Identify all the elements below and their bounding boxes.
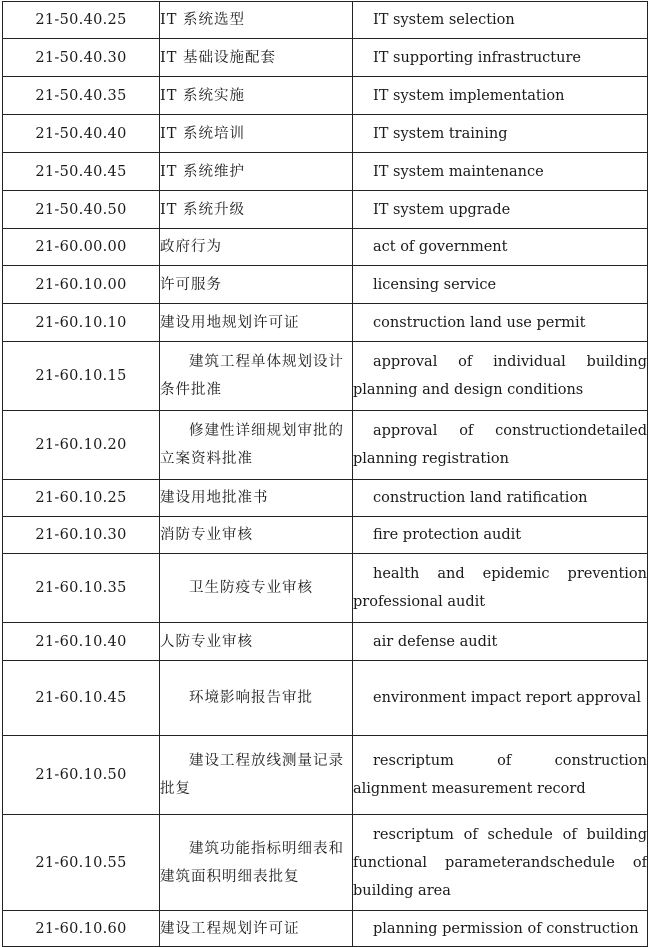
english-term-cell — [353, 342, 648, 411]
chinese-term-cell — [160, 342, 353, 411]
table-row — [3, 554, 648, 623]
table-row — [3, 191, 648, 229]
code-cell: 21-60.10.25 — [3, 480, 160, 517]
code-cell: 21-60.00.00 — [3, 229, 160, 266]
english-term-text: approval of individual building planning and design conditions — [353, 354, 647, 398]
chinese-term-cell: 消防专业审核 — [160, 517, 353, 554]
table-row — [3, 623, 648, 661]
code-cell: 21-50.40.35 — [3, 77, 160, 115]
english-term-cell — [353, 77, 648, 115]
english-term-cell — [353, 229, 648, 266]
code-cell: 21-60.10.00 — [3, 266, 160, 304]
english-term-text: IT system maintenance — [373, 163, 544, 180]
english-term-cell — [353, 2, 648, 39]
chinese-term-cell: IT 系统实施 — [160, 77, 353, 115]
table-row — [3, 77, 648, 115]
table-row — [3, 153, 648, 191]
code-cell: 21-60.10.20 — [3, 411, 160, 480]
english-term-text: health and epidemic prevention professional audit — [353, 566, 647, 610]
table-row — [3, 2, 648, 39]
english-term-text: IT system selection — [373, 12, 515, 28]
chinese-term-text: 修建性详细规划审批的立案资料批准 — [160, 423, 344, 467]
english-term-text: air defense audit — [373, 633, 498, 650]
english-term-text: construction land ratification — [373, 490, 588, 506]
english-term-cell — [353, 411, 648, 480]
english-term-text: IT supporting infrastructure — [373, 49, 581, 66]
english-term-cell — [353, 304, 648, 342]
chinese-term-cell: 人防专业审核 — [160, 623, 353, 661]
code-cell: 21-60.10.35 — [3, 554, 160, 623]
glossary-table — [2, 1, 648, 947]
chinese-term-cell: 建设用地规划许可证 — [160, 304, 353, 342]
english-term-text: approval of constructiondetailed planning registration — [353, 423, 647, 467]
table-row — [3, 229, 648, 266]
code-cell: 21-60.10.30 — [3, 517, 160, 554]
english-term-cell — [353, 623, 648, 661]
english-term-cell — [353, 911, 648, 947]
english-term-text: IT system upgrade — [373, 201, 511, 218]
chinese-term-cell — [160, 554, 353, 623]
chinese-term-text: 卫生防疫专业审核 — [189, 580, 313, 596]
chinese-term-text: 建筑工程单体规划设计条件批准 — [160, 354, 344, 398]
table-row — [3, 480, 648, 517]
table-row — [3, 39, 648, 77]
table-row — [3, 517, 648, 554]
table-row — [3, 411, 648, 480]
chinese-term-cell — [160, 815, 353, 911]
english-term-cell — [353, 736, 648, 815]
chinese-term-cell: IT 系统升级 — [160, 191, 353, 229]
table-row — [3, 115, 648, 153]
code-cell: 21-50.40.30 — [3, 39, 160, 77]
english-term-cell — [353, 554, 648, 623]
table-row — [3, 266, 648, 304]
chinese-term-text: 环境影响报告审批 — [189, 690, 313, 706]
chinese-term-cell: 建设用地批准书 — [160, 480, 353, 517]
english-term-cell — [353, 480, 648, 517]
english-term-cell — [353, 266, 648, 304]
chinese-term-cell: IT 系统选型 — [160, 2, 353, 39]
english-term-cell — [353, 191, 648, 229]
code-cell: 21-60.10.15 — [3, 342, 160, 411]
chinese-term-cell — [160, 411, 353, 480]
table-row — [3, 736, 648, 815]
code-cell: 21-50.40.50 — [3, 191, 160, 229]
chinese-term-cell: IT 基础设施配套 — [160, 39, 353, 77]
english-term-text: fire protection audit — [373, 527, 522, 543]
code-cell: 21-50.40.25 — [3, 2, 160, 39]
chinese-term-cell: IT 系统维护 — [160, 153, 353, 191]
chinese-term-cell — [160, 661, 353, 736]
english-term-text: construction land use permit — [373, 314, 586, 331]
code-cell: 21-60.10.60 — [3, 911, 160, 947]
english-term-cell — [353, 815, 648, 911]
english-term-text: rescriptum of construction alignment measurement record — [353, 753, 647, 797]
table-row — [3, 304, 648, 342]
code-cell: 21-60.10.55 — [3, 815, 160, 911]
english-term-cell — [353, 115, 648, 153]
chinese-term-cell — [160, 736, 353, 815]
chinese-term-cell: 许可服务 — [160, 266, 353, 304]
english-term-text: environment impact report approval — [373, 690, 641, 706]
english-term-cell — [353, 153, 648, 191]
english-term-cell — [353, 661, 648, 736]
english-term-text: rescriptum of schedule of building functional parameterandschedule of building area — [353, 826, 647, 899]
code-cell: 21-60.10.50 — [3, 736, 160, 815]
chinese-term-cell: 建设工程规划许可证 — [160, 911, 353, 947]
code-cell: 21-60.10.40 — [3, 623, 160, 661]
english-term-text: IT system implementation — [373, 87, 565, 104]
english-term-text: planning permission of construction — [373, 920, 639, 937]
chinese-term-cell: 政府行为 — [160, 229, 353, 266]
chinese-term-cell: IT 系统培训 — [160, 115, 353, 153]
english-term-cell — [353, 517, 648, 554]
table-row — [3, 815, 648, 911]
chinese-term-text: 建设工程放线测量记录批复 — [160, 753, 344, 797]
english-term-cell — [353, 39, 648, 77]
code-cell: 21-60.10.45 — [3, 661, 160, 736]
code-cell: 21-50.40.45 — [3, 153, 160, 191]
table-row — [3, 342, 648, 411]
code-cell: 21-60.10.10 — [3, 304, 160, 342]
code-cell: 21-50.40.40 — [3, 115, 160, 153]
english-term-text: licensing service — [373, 276, 497, 293]
english-term-text: IT system training — [373, 125, 508, 142]
chinese-term-text: 建筑功能指标明细表和建筑面积明细表批复 — [160, 840, 344, 885]
table-row — [3, 911, 648, 947]
table-row — [3, 661, 648, 736]
english-term-text: act of government — [373, 239, 508, 255]
